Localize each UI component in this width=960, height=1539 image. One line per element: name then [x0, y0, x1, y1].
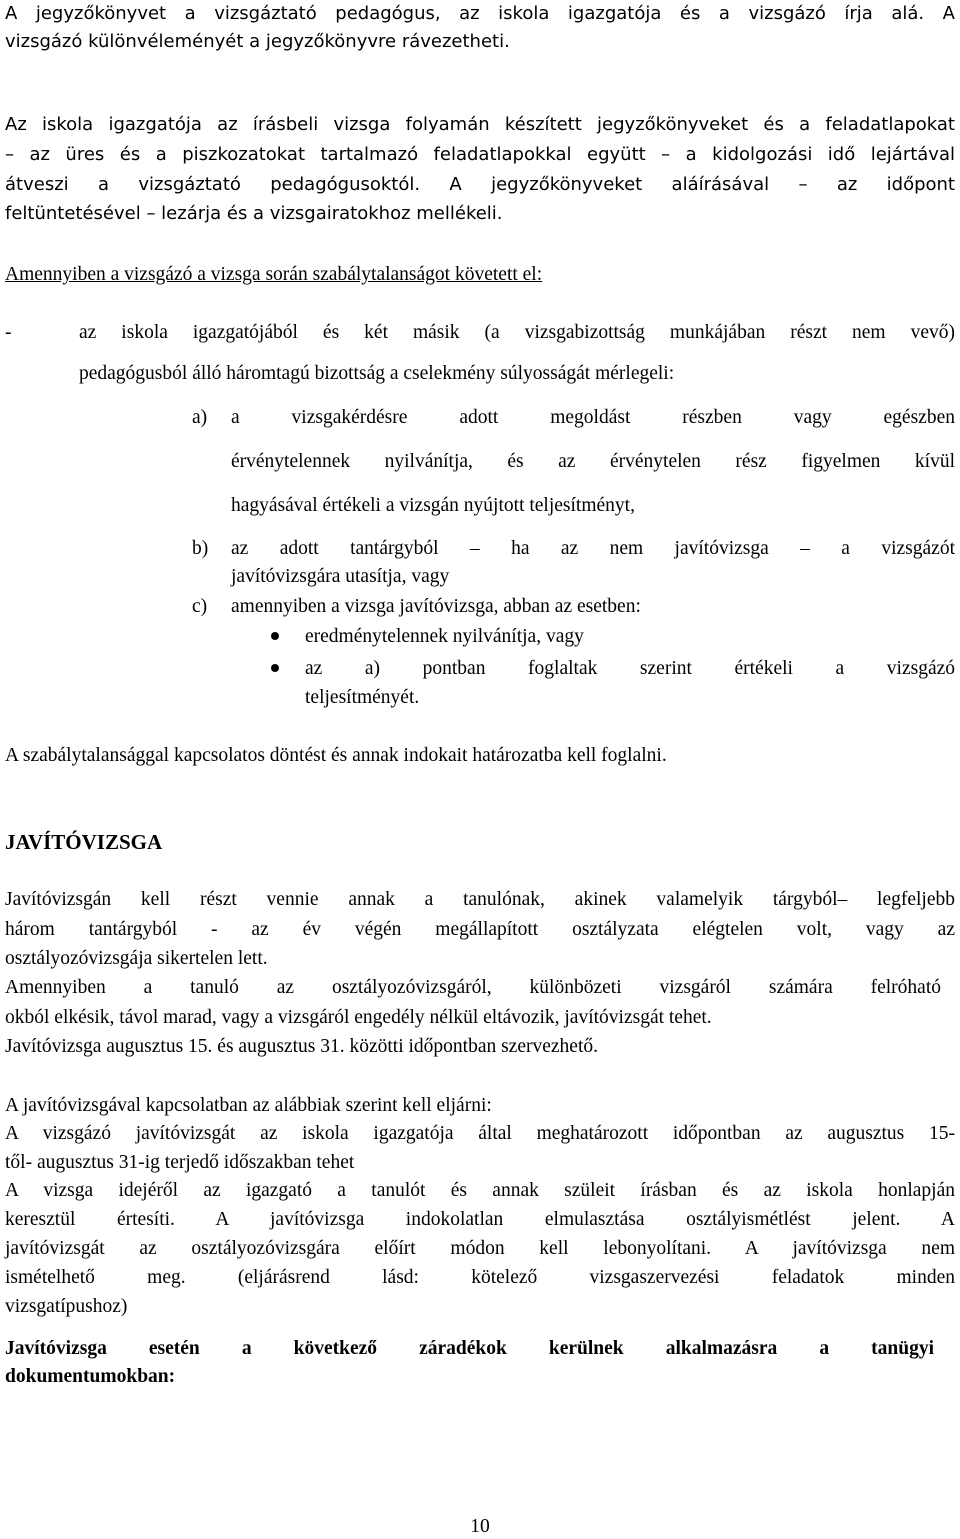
item-b-line: az adott tantárgyból – ha az nem javítóvizsga – a vizsgázót [231, 538, 955, 559]
irregularity-heading: Amennyiben a vizsgázó a vizsga során szabálytalanságot követett el: [5, 264, 543, 285]
paragraph-line: vizsgatípushoz) [5, 1296, 128, 1317]
paragraph-line: A vizsgázó javítóvizsgát az iskola igazgatója által meghatározott időpontban az augusztus 15- [5, 1123, 955, 1144]
paragraph-line: A jegyzőkönyvet a vizsgáztató pedagógus, az iskola igazgatója és a vizsgázó írja alá. A [5, 3, 955, 24]
paragraph-line: Amennyiben a tanuló az osztályozóvizsgáról, különbözeti vizsgáról számára felróható [5, 977, 941, 998]
paragraph-line: Javítóvizsga augusztus 15. és augusztus 31. közötti időpontban szervezhető. [5, 1036, 598, 1057]
section-title: JAVÍTÓVIZSGA [5, 830, 163, 854]
item-b-line: javítóvizsgára utasítja, vagy [231, 566, 450, 587]
closing-bold-line: dokumentumokban: [5, 1366, 176, 1387]
paragraph-line: feltüntetésével – lezárja és a vizsgairatokhoz mellékeli. [5, 203, 503, 224]
paragraph-line: javítóvizsgát az osztályozóvizsgára előírt módon kell lebonyolítani. A javítóvizsga nem [5, 1238, 955, 1259]
procedure-heading: A javítóvizsgával kapcsolatban az alábbiak szerint kell eljárni: [5, 1095, 492, 1116]
paragraph-line: osztályozóvizsgája sikertelen lett. [5, 948, 268, 969]
paragraph-line: – az üres és a piszkozatokat tartalmazó feladatlapokkal együtt – a kidolgozási idő lejártával [5, 144, 955, 165]
bullet-icon [271, 664, 279, 672]
page-number: 10 [470, 1516, 490, 1537]
paragraph-line: től- augusztus 31-ig terjedő időszakban tehet [5, 1152, 355, 1173]
bullet-item-line: eredménytelennek nyilvánítja, vagy [305, 626, 584, 647]
item-c-line: amennyiben a vizsga javítóvizsga, abban az esetben: [231, 596, 641, 617]
bullet-icon [271, 632, 279, 640]
item-a-marker: a) [192, 407, 208, 428]
dash-item-line: pedagógusból álló háromtagú bizottság a cselekmény súlyosságát mérlegeli: [79, 363, 675, 384]
paragraph-line: vizsgázó különvéleményét a jegyzőkönyvre rávezetheti. [5, 31, 510, 52]
item-a-line: érvénytelennek nyilvánítja, és az érvénytelen rész figyelmen kívül [231, 451, 955, 472]
item-c-marker: c) [192, 596, 208, 617]
paragraph-line: Javítóvizsgán kell részt vennie annak a tanulónak, akinek valamelyik tárgyból– legfeljebb [5, 889, 955, 910]
paragraph-line: három tantárgyból - az év végén megállapított osztályzata elégtelen volt, vagy az [5, 919, 955, 940]
paragraph-line: keresztül értesíti. A javítóvizsga indokolatlan elmulasztása osztályismétlést jelent. A [5, 1209, 955, 1230]
closing-bold-line: Javítóvizsga esetén a következő záradékok kerülnek alkalmazásra a tanügyi [5, 1338, 934, 1359]
paragraph-line: A vizsga idejéről az igazgató a tanulót és annak szüleit írásban és az iskola honlapján [5, 1180, 955, 1201]
dash-item-line: az iskola igazgatójából és két másik (a vizsgabizottság munkájában részt nem vevő) [79, 322, 955, 343]
item-a-line: hagyásával értékeli a vizsgán nyújtott teljesítményt, [231, 495, 635, 516]
bullet-item-line: teljesítményét. [305, 687, 420, 708]
paragraph-line: átveszi a vizsgáztató pedagógusoktól. A jegyzőkönyveket aláírásával – az időpont [5, 174, 955, 195]
decision-line: A szabálytalansággal kapcsolatos döntést és annak indokait határozatba kell foglalni. [5, 745, 667, 766]
item-b-marker: b) [192, 538, 209, 559]
dash-marker: - [5, 322, 12, 343]
paragraph-line: Az iskola igazgatója az írásbeli vizsga folyamán készített jegyzőkönyveket és a feladatlapokat [5, 114, 955, 135]
bullet-item-line: az a) pontban foglaltak szerint értékeli a vizsgázó [305, 658, 955, 679]
paragraph-line: okból elkésik, távol marad, vagy a vizsgáról engedély nélkül eltávozik, javítóvizsgát tehet. [5, 1007, 712, 1028]
paragraph-line: ismételhető meg. (eljárásrend lásd: kötelező vizsgaszervezési feladatok minden [5, 1267, 955, 1288]
item-a-line: a vizsgakérdésre adott megoldást részben vagy egészben [231, 407, 955, 428]
